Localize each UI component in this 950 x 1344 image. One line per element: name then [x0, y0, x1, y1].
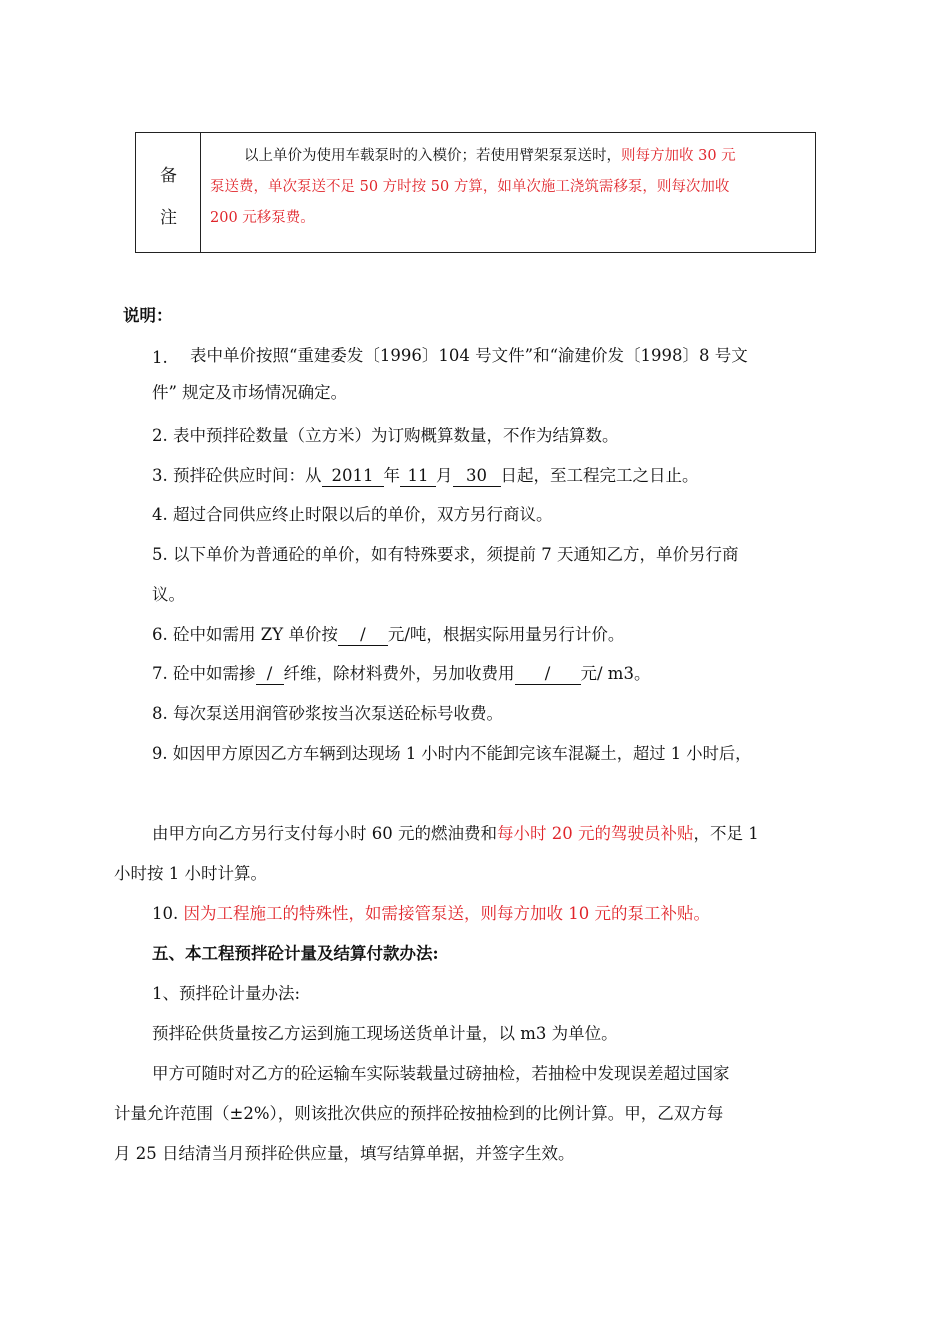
remarks-line-1-text: 以上单价为使用车载泵时的入模价；若使用臂架泵泵送时， [244, 148, 621, 164]
item-9-continued-text-1: 由甲方向乙方另行支付每小时 60 元的燃油费和 [152, 824, 497, 843]
item-7-blank-2: / [515, 664, 581, 685]
item-9-continued-highlight: 每小时 20 元的驾驶员补贴 [497, 824, 694, 843]
remarks-line-2: 泵送费，单次泵送不足 50 方时按 50 方算，如单次施工浇筑需移泵，则每次加收 [210, 179, 730, 195]
item-3-prefix: 3. 预拌砼供应时间：从 [152, 466, 322, 485]
item-3-month: 11 [400, 466, 436, 487]
item-6-suffix: 元/吨，根据实际用量另行计价。 [387, 625, 625, 644]
item-3-year-unit: 年 [383, 466, 400, 485]
section-5-paragraph-2-line-2: 计量允许范围（±2%），则该批次供应的预拌砼按抽检到的比例计算。甲，乙双方每 [114, 1104, 724, 1123]
item-9: 9. 如因甲方原因乙方车辆到达现场 1 小时内不能卸完该车混凝土，超过 1 小时后， [152, 744, 752, 763]
item-6-prefix: 6. 砼中如需用 ZY 单价按 [152, 625, 338, 644]
remarks-table [135, 132, 816, 253]
remarks-line-1 [244, 141, 736, 172]
explanation-heading: 说明： [123, 306, 173, 325]
section-5-paragraph-2-line-1: 甲方可随时对乙方的砼运输车实际装载量过磅抽检，若抽检中发现误差超过国家 [152, 1064, 730, 1083]
remarks-label-char-1: 备 [160, 166, 177, 186]
item-7-blank-1: / [256, 664, 284, 685]
item-10-number: 10. [152, 904, 179, 923]
item-10-text: 因为工程施工的特殊性，如需接管泵送，则每方加收 10 元的泵工补贴。 [183, 904, 710, 923]
item-9-continued-line-2: 小时按 1 小时计算。 [114, 864, 267, 883]
item-3-year: 2011 [322, 466, 384, 487]
item-1-line-2: 件” 规定及市场情况确定。 [152, 383, 348, 402]
item-10 [152, 900, 710, 924]
item-7-suffix: 元/ m3。 [580, 664, 651, 683]
item-5-line-2: 议。 [152, 585, 185, 604]
item-8: 8. 每次泵送用润管砂浆按当次泵送砼标号收费。 [152, 704, 503, 723]
item-6-blank: / [338, 625, 388, 646]
section-5-subheading-1: 1、预拌砼计量办法: [152, 984, 301, 1003]
section-5-heading: 五、本工程预拌砼计量及结算付款办法: [152, 944, 439, 963]
remarks-label-cell [136, 133, 201, 252]
section-5-paragraph-2-line-3: 月 25 日结清当月预拌砼供应量，填写结算单据，并签字生效。 [114, 1144, 575, 1163]
item-7-middle: 纤维，除材料费外，另加收费用 [283, 664, 515, 683]
item-9-continued-text-2: ，不足 1 [693, 824, 759, 843]
item-3-day: 30 [453, 466, 501, 487]
item-4: 4. 超过合同供应终止时限以后的单价，双方另行商议。 [152, 505, 553, 524]
item-2: 2. 表中预拌砼数量（立方米）为订购概算数量，不作为结算数。 [152, 426, 619, 445]
item-1-number: 1. [152, 348, 168, 367]
item-6 [152, 621, 624, 646]
item-3-month-unit: 月 [436, 466, 453, 485]
item-5-line-1: 5. 以下单价为普通砼的单价，如有特殊要求，须提前 7 天通知乙方，单价另行商 [152, 545, 739, 564]
remarks-line-3: 200 元移泵费。 [210, 210, 315, 226]
item-3 [152, 462, 699, 487]
item-1-line-1: 表中单价按照“重建委发〔1996〕104 号文件”和“渝建价发〔1998〕8 号文 [190, 346, 748, 365]
item-3-suffix: 日起，至工程完工之日止。 [500, 466, 699, 485]
item-7 [152, 660, 650, 685]
section-5-paragraph-1: 预拌砼供货量按乙方运到施工现场送货单计量，以 m3 为单位。 [152, 1024, 618, 1043]
item-9-continued-line-1 [152, 820, 759, 844]
remarks-line-1-highlight: 则每方加收 30 元 [621, 148, 736, 164]
item-7-prefix: 7. 砼中如需掺 [152, 664, 256, 683]
remarks-label-char-2: 注 [160, 208, 177, 228]
